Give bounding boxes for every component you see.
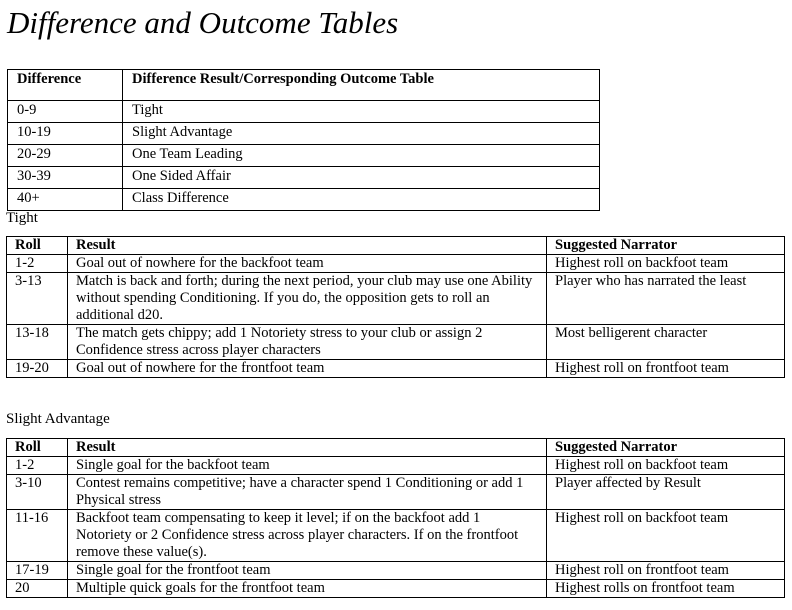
table-header-row <box>7 439 785 457</box>
table-header-row <box>8 70 600 101</box>
suggested-narrator: Highest roll on frontfoot team <box>547 360 785 378</box>
difference-range: 20-29 <box>8 145 123 167</box>
difference-range: 0-9 <box>8 101 123 123</box>
table-row <box>7 580 785 598</box>
column-header-roll: Roll <box>7 237 68 255</box>
roll-range: 1-2 <box>7 457 68 475</box>
difference-result: One Sided Affair <box>123 167 600 189</box>
difference-range: 10-19 <box>8 123 123 145</box>
roll-result: Goal out of nowhere for the frontfoot team <box>68 360 547 378</box>
suggested-narrator: Highest roll on backfoot team <box>547 255 785 273</box>
suggested-narrator: Player who has narrated the least <box>547 273 785 325</box>
difference-result: Tight <box>123 101 600 123</box>
suggested-narrator: Most belligerent character <box>547 325 785 360</box>
suggested-narrator: Player affected by Result <box>547 475 785 510</box>
table-row <box>8 189 600 211</box>
roll-range: 3-13 <box>7 273 68 325</box>
difference-table <box>7 69 600 211</box>
slight-advantage-outcome-table <box>6 438 785 598</box>
table-row <box>7 475 785 510</box>
table-row <box>8 145 600 167</box>
roll-range: 19-20 <box>7 360 68 378</box>
column-header-difference: Difference <box>8 70 123 101</box>
roll-result: Single goal for the backfoot team <box>68 457 547 475</box>
roll-range: 17-19 <box>7 562 68 580</box>
column-header-narrator: Suggested Narrator <box>547 237 785 255</box>
roll-range: 1-2 <box>7 255 68 273</box>
difference-range: 30-39 <box>8 167 123 189</box>
suggested-narrator: Highest roll on backfoot team <box>547 457 785 475</box>
column-header-result: Result <box>68 439 547 457</box>
table-row <box>7 562 785 580</box>
roll-result: Multiple quick goals for the frontfoot team <box>68 580 547 598</box>
roll-result: Match is back and forth; during the next period, your club may use one Ability without spending Conditioning. If you do, the opposition gets to roll an additional d20. <box>68 273 547 325</box>
difference-result: One Team Leading <box>123 145 600 167</box>
roll-range: 20 <box>7 580 68 598</box>
roll-range: 11-16 <box>7 510 68 562</box>
roll-result: Backfoot team compensating to keep it level; if on the backfoot add 1 Notoriety or 2 Confidence stress across player characters. If on the frontfoot remove these value(s). <box>68 510 547 562</box>
roll-result: Goal out of nowhere for the backfoot team <box>68 255 547 273</box>
roll-result: The match gets chippy; add 1 Notoriety stress to your club or assign 2 Confidence stress across player characters <box>68 325 547 360</box>
table-row <box>7 273 785 325</box>
page-title: Difference and Outcome Tables <box>7 5 399 40</box>
table-row <box>7 325 785 360</box>
roll-result: Single goal for the frontfoot team <box>68 562 547 580</box>
tight-outcome-table <box>6 236 785 378</box>
roll-result: Contest remains competitive; have a character spend 1 Conditioning or add 1 Physical stress <box>68 475 547 510</box>
table-row <box>7 510 785 562</box>
table-row <box>7 457 785 475</box>
column-header-result: Difference Result/Corresponding Outcome Table <box>123 70 600 101</box>
table-row <box>7 360 785 378</box>
column-header-result: Result <box>68 237 547 255</box>
suggested-narrator: Highest roll on backfoot team <box>547 510 785 562</box>
column-header-roll: Roll <box>7 439 68 457</box>
table-row <box>8 101 600 123</box>
table-row <box>7 255 785 273</box>
table-row <box>8 123 600 145</box>
suggested-narrator: Highest rolls on frontfoot team <box>547 580 785 598</box>
roll-range: 3-10 <box>7 475 68 510</box>
difference-result: Class Difference <box>123 189 600 211</box>
table-header-row <box>7 237 785 255</box>
section-label-tight: Tight <box>6 210 38 226</box>
roll-range: 13-18 <box>7 325 68 360</box>
section-label-slight-advantage: Slight Advantage <box>6 411 110 427</box>
difference-result: Slight Advantage <box>123 123 600 145</box>
suggested-narrator: Highest roll on frontfoot team <box>547 562 785 580</box>
column-header-narrator: Suggested Narrator <box>547 439 785 457</box>
table-row <box>8 167 600 189</box>
difference-range: 40+ <box>8 189 123 211</box>
